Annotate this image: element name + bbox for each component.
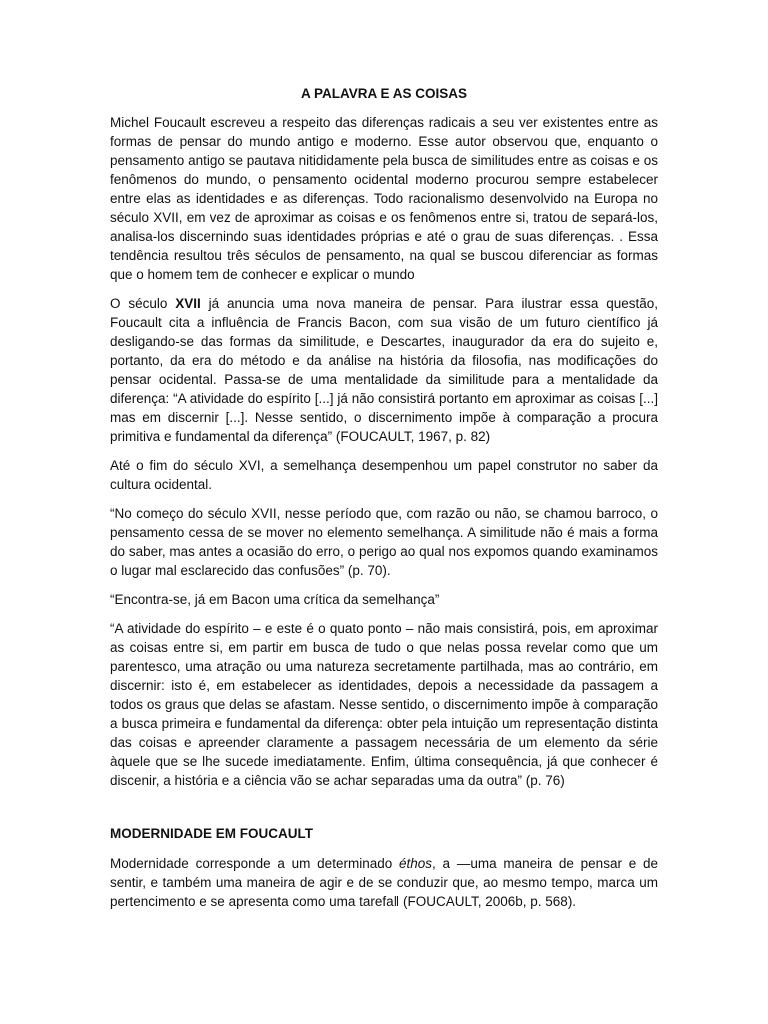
section-paragraph-italic-ethos: éthos: [399, 856, 433, 871]
section-paragraph-rest: , a ―uma maneira de pensar e de sentir, e também uma maneira de agir e de se conduzir que, ao mesmo tempo, marca um pertencimento e se apresenta como uma tarefa‖ (FOUCAULT, 2006b, p. 568).: [110, 856, 658, 909]
document-title: A PALAVRA E AS COISAS: [300, 86, 467, 101]
section-spacer: [110, 800, 658, 824]
quote-3: “A atividade do espírito – e este é o quato ponto – não mais consistirá, pois, em aproximar as coisas entre si, em partir em busca de tudo o que nelas possa revelar como que um parentesco, uma atração ou uma natureza secretamente partilhada, mas ao contrário, em discernir: isto é, em estabelecer as identidades, depois a necessidade da passagem a todos os graus que delas se afastam. Nesse sentido, o discernimento impõe à comparação a busca primeira e fundamental da diferença: obter pela intuição um representação distinta das coisas e apreender claramente a passagem necessária de um elemento da série àquele que se lhe sucede imediatamente. Enfim, última consequência, já que conhecer é discenir, a história e a ciência vão se achar separadas uma da outra” (p. 76): [110, 621, 658, 788]
paragraph-2: [110, 294, 658, 446]
quote-2: “Encontra-se, já em Bacon uma crítica da semelhança”: [110, 592, 440, 607]
section-heading: MODERNIDADE EM FOUCAULT: [110, 826, 313, 841]
paragraph-2-bold-century: XVII: [175, 296, 201, 311]
paragraph-3: Até o fim do século XVI, a semelhança desempenhou um papel construtor no saber da cultura ocidental.: [110, 458, 658, 492]
section-paragraph: [110, 854, 658, 911]
document-page: [110, 84, 658, 921]
paragraph-2-start: O século: [110, 296, 176, 311]
quote-1: “No começo do século XVII, nesse período que, com razão ou não, se chamou barroco, o pensamento cessa de se mover no elemento semelhança. A similitude não é mais a forma do saber, mas antes a ocasião do erro, o perigo ao qual nos expomos quando examinamos o lugar mal esclarecido das confusões” (p. 70).: [110, 506, 658, 578]
paragraph-1: Michel Foucault escreveu a respeito das diferenças radicais a seu ver existentes entre as formas de pensar do mundo antigo e moderno. Esse autor observou que, enquanto o pensamento antigo se pautava nitididamente pela busca de similitudes entre as coisas e os fenômenos do mundo, o pensamento ocidental moderno procurou sempre estabelecer entre elas as identidades e as diferenças. Todo racionalismo desenvolvido na Europa no século XVII, em vez de aproximar as coisas e os fenômenos entre si, tratou de separá-los, analisa-los discernindo suas identidades próprias e até o grau de suas diferenças. . Essa tendência resultou três séculos de pensamento, na qual se buscou diferenciar as formas que o homem tem de conhecer e explicar o mundo: [110, 115, 658, 282]
section-paragraph-start: Modernidade corresponde a um determinado: [110, 856, 399, 871]
paragraph-2-rest: já anuncia uma nova maneira de pensar. Para ilustrar essa questão, Foucault cita a influência de Francis Bacon, com sua visão de um futuro científico já desligando-se das formas da similitude, e Descartes, inaugurador da era do sujeito e, portanto, da era do método e da análise na história da filosofia, nas modificações do pensar ocidental. Passa-se de uma mentalidade da similitude para a mentalidade da diferença: “A atividade do espírito [...] já não consistirá portanto em aproximar as coisas [...] mas em discernir [...]. Nesse sentido, o discernimento impõe à comparação a procura primitiva e fundamental da diferença” (FOUCAULT, 1967, p. 82): [110, 296, 658, 444]
